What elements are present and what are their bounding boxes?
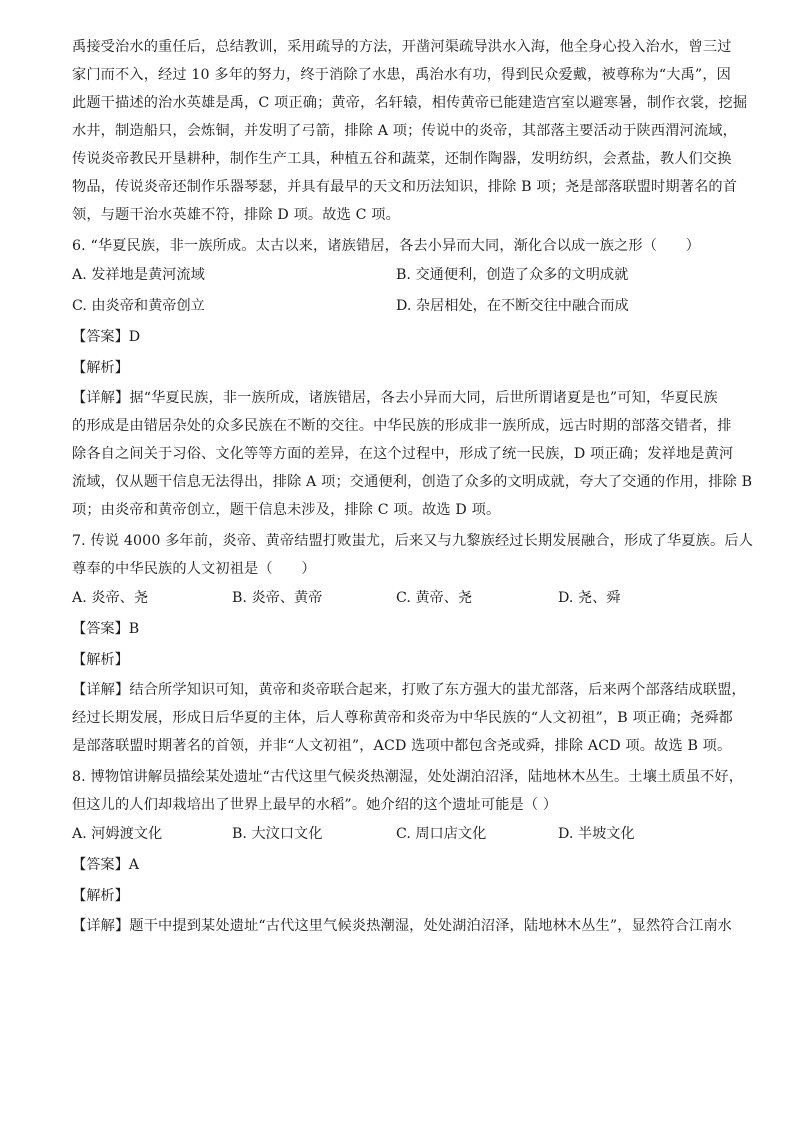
detail-line: 除各自之间关于习俗、文化等等方面的差异，在这个过程中，形成了统一民族，D 项正确；发祥地是黄河 — [72, 446, 734, 462]
previous-explanation — [72, 33, 748, 229]
detail-line: 【详解】结合所学知识可知，黄帝和炎帝联合起来，打败了东方强大的蚩尤部落，后来两个部落结成联盟， — [72, 682, 746, 698]
question-7 — [72, 527, 754, 760]
option-c: C. 由炎帝和黄帝创立 — [72, 298, 205, 314]
detail-line: 的形成是由错居杂处的众多民族在不断的交往。中华民族的形成非一族所成，远古时期的部落交错者，排 — [72, 418, 732, 434]
text-line: 传说炎帝教民开垦耕种，制作生产工具，种植五谷和蔬菜，还制作陶器，发明纺织，会煮盐，教人们交换 — [72, 151, 732, 167]
question-stem: 但这儿的人们却栽培出了世界上最早的水稻”。她介绍的这个遗址可能是（ ） — [72, 797, 558, 813]
analysis-label: 【解析】 — [72, 888, 129, 904]
detail-line: 流域，仅从题干信息无法得出，排除 A 项；交通便利，创造了众多的文明成就，夸大了交通的作用，排除 B — [72, 474, 753, 490]
options-row — [72, 819, 732, 850]
detail-line: 是部落联盟时期著名的首领，并非“人文初祖”，ACD 选项中都包含尧或舜，排除 ACD 项。故选 B 项。 — [72, 738, 732, 754]
analysis-label: 【解析】 — [72, 652, 129, 668]
options-row — [72, 291, 732, 322]
options-row — [72, 260, 732, 291]
question-8 — [72, 763, 744, 940]
option-a: A. 河姆渡文化 — [72, 826, 163, 842]
option-b: B. 交通便利，创造了众多的文明成就 — [396, 267, 629, 283]
text-line: 禹接受治水的重任后，总结教训，采用疏导的方法，开凿河渠疏导洪水入海，他全身心投入治水，曾三过 — [72, 39, 732, 55]
text-line: 水井，制造船只，会炼铜，并发明了弓箭，排除 A 项；传说中的炎帝，其部落主要活动于陕西渭河流域， — [72, 123, 737, 139]
answer-label: 【答案】B — [72, 621, 140, 637]
option-b: B. 炎帝、黄帝 — [232, 590, 323, 606]
detail-line: 经过长期发展，形成日后华夏的主体，后人尊称黄帝和炎帝为中华民族的“人文初祖”，B 项正确；尧舜都 — [72, 710, 733, 726]
options-row — [72, 583, 732, 614]
option-c: C. 周口店文化 — [396, 826, 487, 842]
option-a: A. 炎帝、尧 — [72, 590, 149, 606]
text-line: 领，与题干治水英雄不符，排除 D 项。故选 C 项。 — [72, 207, 400, 223]
text-line: 家门而不入，经过 10 多年的努力，终于消除了水患，禹治水有功，得到民众爱戴，被尊称为“大禹”，因 — [72, 67, 731, 83]
question-stem: 尊奉的中华民族的人文初祖是（ ） — [72, 561, 316, 577]
analysis-label: 【解析】 — [72, 360, 129, 376]
document-page — [72, 33, 754, 940]
text-line: 物品，传说炎帝还制作乐器琴瑟，并具有最早的天文和历法知识，排除 B 项；尧是部落联盟时期著名的首 — [72, 179, 738, 195]
option-d: D. 杂居相处，在不断交往中融合而成 — [396, 298, 629, 314]
option-d: D. 尧、舜 — [558, 590, 621, 606]
answer-label: 【答案】D — [72, 329, 141, 345]
question-stem: 6. “华夏民族，非一族所成。太古以来，诸族错居，各去小异而大同，渐化合以成一族之形（ ） — [72, 238, 701, 254]
option-b: B. 大汶口文化 — [232, 826, 323, 842]
question-6 — [72, 232, 753, 524]
detail-line: 【详解】题干中提到某处遗址“古代这里气候炎热潮湿，处处湖泊沼泽，陆地林木丛生”，显然符合江南水 — [72, 918, 732, 934]
question-stem: 7. 传说 4000 多年前，炎帝、黄帝结盟打败蚩尤，后来又与九黎族经过长期发展融合，形成了华夏族。后人 — [72, 533, 754, 549]
detail-line: 项；由炎帝和黄帝创立，题干信息未涉及，排除 C 项。故选 D 项。 — [72, 502, 501, 518]
question-stem: 8. 博物馆讲解员描绘某处遗址“古代这里气候炎热潮湿，处处湖泊沼泽，陆地林木丛生。土壤土质虽不好， — [72, 769, 744, 785]
detail-line: 【详解】据“华夏民族，非一族所成，诸族错居，各去小异而大同，后世所谓诸夏是也”可知，华夏民族 — [72, 390, 718, 406]
option-d: D. 半坡文化 — [558, 826, 635, 842]
option-c: C. 黄帝、尧 — [396, 590, 473, 606]
text-line: 此题干描述的治水英雄是禹，C 项正确；黄帝，名轩辕，相传黄帝已能建造宫室以避寒暑，制作衣裳，挖掘 — [72, 95, 748, 111]
answer-label: 【答案】A — [72, 857, 139, 873]
option-a: A. 发祥地是黄河流域 — [72, 267, 205, 283]
